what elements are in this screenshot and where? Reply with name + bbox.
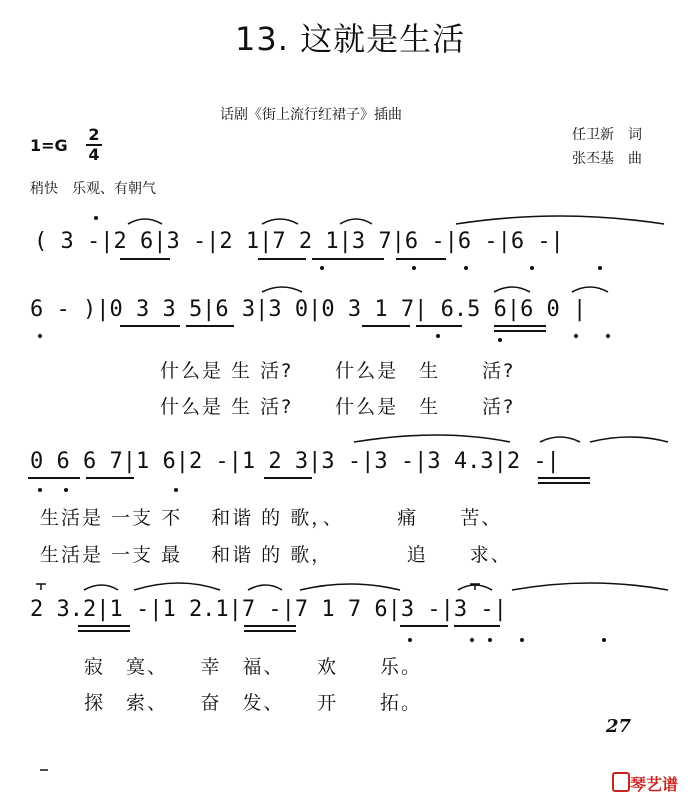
subtitle: 话剧《街上流行红裙子》插曲 [220, 107, 402, 123]
lyricist-credit: 任卫新 词 [572, 127, 642, 143]
beam-underlines [28, 259, 590, 631]
composer-credit: 张丕基 曲 [572, 151, 642, 167]
logo-icon [612, 772, 630, 792]
lyric-line-2-verse-1: 什么是 生 活? 什么是 生 活? [160, 360, 516, 382]
meter-numerator: 2 [88, 125, 100, 144]
tempo-marking: 稍快 乐观、有朝气 [30, 181, 156, 197]
staff-line-3: 0 6 6 7|1 6|2 -|1 2 3|3 -|3 -|3 4.3|2 -| [30, 449, 560, 474]
lyric-line-4-verse-1: 寂 寞、 幸 福、 欢 乐。 [84, 656, 423, 678]
octave-dots [38, 216, 610, 642]
lyric-line-2-verse-2: 什么是 生 活? 什么是 生 活? [160, 396, 516, 418]
staff-line-1: ( 3 -|2 6|3 -|2 1|7 2 1|3 7|6 -|6 -|6 -| [34, 229, 564, 254]
page-number: 27 [606, 716, 632, 737]
lyric-line-3-verse-2: 生活是 一支 最 和谐 的 歌， 追 求、 [40, 544, 512, 566]
staff-line-2: 6 - )|0 3 3 5|6 3|3 0|0 3 1 7| 6.5 6|6 0 | [30, 297, 587, 322]
site-logo: 琴艺谱 [630, 775, 679, 794]
tie-slurs [84, 216, 668, 590]
key-signature: 1=G [30, 136, 68, 155]
lyric-line-3-verse-1: 生活是 一支 不 和谐 的 歌，、 痛 苦、 [40, 507, 503, 529]
meter-denominator: 4 [86, 144, 102, 164]
staff-line-4: 2 3.2|1 -|1 2.1|7 -|7 1 7 6|3 -|3 -| [30, 597, 507, 622]
song-title: 13. 这就是生活 [235, 20, 466, 58]
lyric-line-4-verse-2: 探 索、 奋 发、 开 拓。 [84, 692, 423, 714]
ornament-marks [36, 584, 480, 770]
